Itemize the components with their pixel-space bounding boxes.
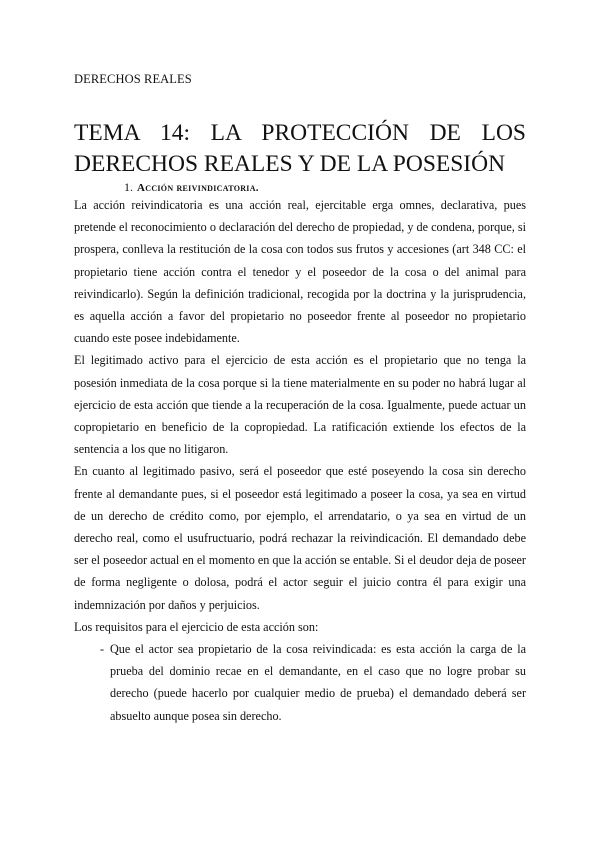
section-heading-text: Acción reivindicatoria. [137,182,259,194]
paragraph-active-legitimation: El legitimado activo para el ejercicio de esta acción es el propietario que no tenga la posesión inmediata de la cosa porque si la tiene materialmente en su poder no habrá lugar al ejercicio de esta acción que tiende a la recuperación de la cosa. Igualmente, puede actuar un copropietario en beneficio de la copropiedad. La ratificación extiende los efectos de la sentencia a los que no litigaron. [74,353,526,457]
list-item-text: Que el actor sea propietario de la cosa reivindicada: es esta acción la carga de la prueba del dominio recae en el demandante, en el caso que no logre probar su derecho (puede hacerlo por cualquier medio de prueba) el demandado deberá ser absuelto aunque posea sin derecho. [110,642,526,723]
section-number: 1. [124,180,133,194]
paragraph-definition: La acción reivindicatoria es una acción real, ejercitable erga omnes, declarativa, pues pretende el reconocimiento o declaración del derecho de propiedad, y de condena, porque, si prospera, conlleva la restitución de la cosa con todos sus frutos y accesiones (art 348 CC: el propietario tiene acción contra el tenedor y el poseedor de la cosa o del animal para reivindicarlo). Según la definición tradicional, recogida por la doctrina y la jurisprudencia, es aquella acción a favor del propietario no poseedor frente al poseedor no propietario cuando este posee indebidamente. [74,198,526,346]
list-item-marker: - [100,642,105,657]
document-body [74,194,526,727]
list-item [102,638,526,727]
paragraph-requirements-intro: Los requisitos para el ejercicio de esta acción son: [74,619,319,634]
paragraph-passive-legitimation: En cuanto al legitimado pasivo, será el poseedor que esté poseyendo la cosa sin derecho frente al demandante pues, si el poseedor está legitimado a poseer la cosa, ya sea en virtud de un derecho de crédito como, por ejemplo, el arrendatario, o ya sea en virtud de un derecho real, como el usufructuario, podrá rechazar la reivindicación. El demandado debe ser el poseedor actual en el momento en que la acción se entable. Si el deudor deja de poseer de forma negligente o dolosa, podrá el actor seguir el juicio contra él para exigir una indemnización por daños y perjuicios. [74,464,526,612]
section-heading [124,180,259,195]
document-title: TEMA 14: LA PROTECCIÓN DE LOS DERECHOS REALES Y DE LA POSESIÓN [74,120,526,177]
requirements-list [74,638,526,727]
running-header: DERECHOS REALES [74,72,192,86]
